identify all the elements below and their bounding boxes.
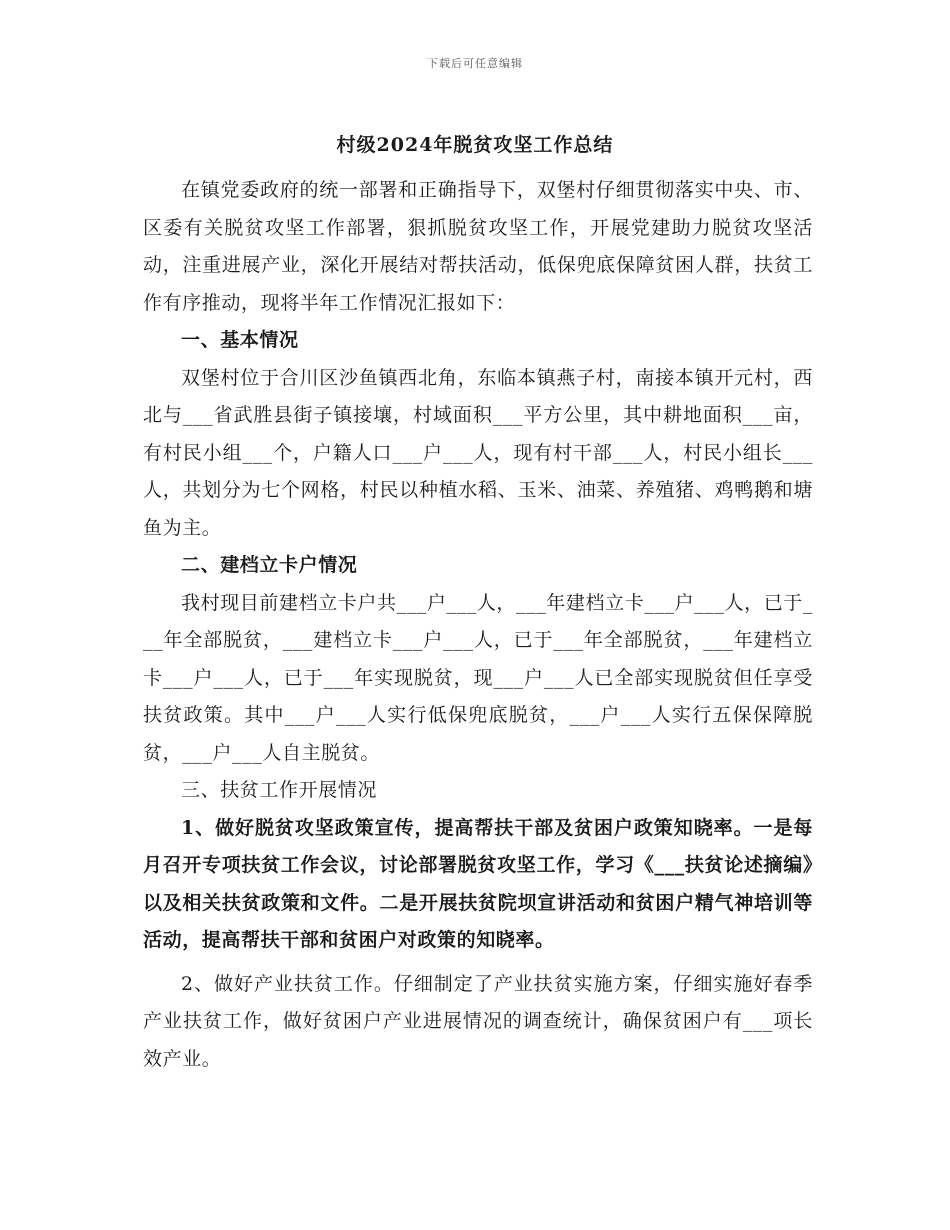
intro-paragraph: 在镇党委政府的统一部署和正确指导下，双堡村仔细贯彻落实中央、市、区委有关脱贫攻坚工作部署，狠抓脱贫攻坚工作，开展党建助力脱贫攻坚活动，注重进展产业，深化开展结对帮扶活动，低保兜底保障贫困人群，扶贫工作有序推动，现将半年工作情况汇报如下： <box>143 179 813 314</box>
page-header-note: 下载后可任意编辑 <box>427 57 523 70</box>
section-3-heading: 三、扶贫工作开展情况 <box>181 779 378 801</box>
section-3-item-2: 2、做好产业扶贫工作。仔细制定了产业扶贫实施方案，仔细实施好春季产业扶贫工作，做好贫困户产业进展情况的调查统计，确保贫困户有___项长效产业。 <box>143 972 813 1070</box>
section-2-paragraph: 我村现目前建档立卡户共___户___人，___年建档立卡___户___人，已于___年全部脱贫，___建档立卡___户___人，已于___年全部脱贫，___年建档立卡___户___人，已于___年实现脱贫，现___户___人已全部实现脱贫但任享受扶贫政策。其中___户___人实行低保兜底脱贫，___户___人实行五保保障脱贫，___户___人自主脱贫。 <box>143 591 814 764</box>
section-1-paragraph: 双堡村位于合川区沙鱼镇西北角，东临本镇燕子村，南接本镇开元村，西北与___省武胜县街子镇接壤，村域面积___平方公里，其中耕地面积___亩，有村民小组___个，户籍人口___户___人，现有村干部___人，村民小组长___人，共划分为七个网格，村民以种植水稻、玉米、油菜、养殖猪、鸡鸭鹅和塘鱼为主。 <box>143 366 813 539</box>
section-3-item-1: 1、做好脱贫攻坚政策宣传，提高帮扶干部及贫困户政策知晓率。一是每月召开专项扶贫工作会议，讨论部署脱贫攻坚工作，学习《___扶贫论述摘编》以及相关扶贫政策和文件。二是开展扶贫院坝宣讲活动和贫困户精气神培训等活动，提高帮扶干部和贫困户对政策的知晓率。 <box>143 816 813 951</box>
document-title: 村级2024年脱贫攻坚工作总结 <box>336 134 614 156</box>
section-1-heading: 一、基本情况 <box>181 329 299 351</box>
document-body <box>143 172 813 1078</box>
section-2-heading: 二、建档立卡户情况 <box>181 554 358 576</box>
